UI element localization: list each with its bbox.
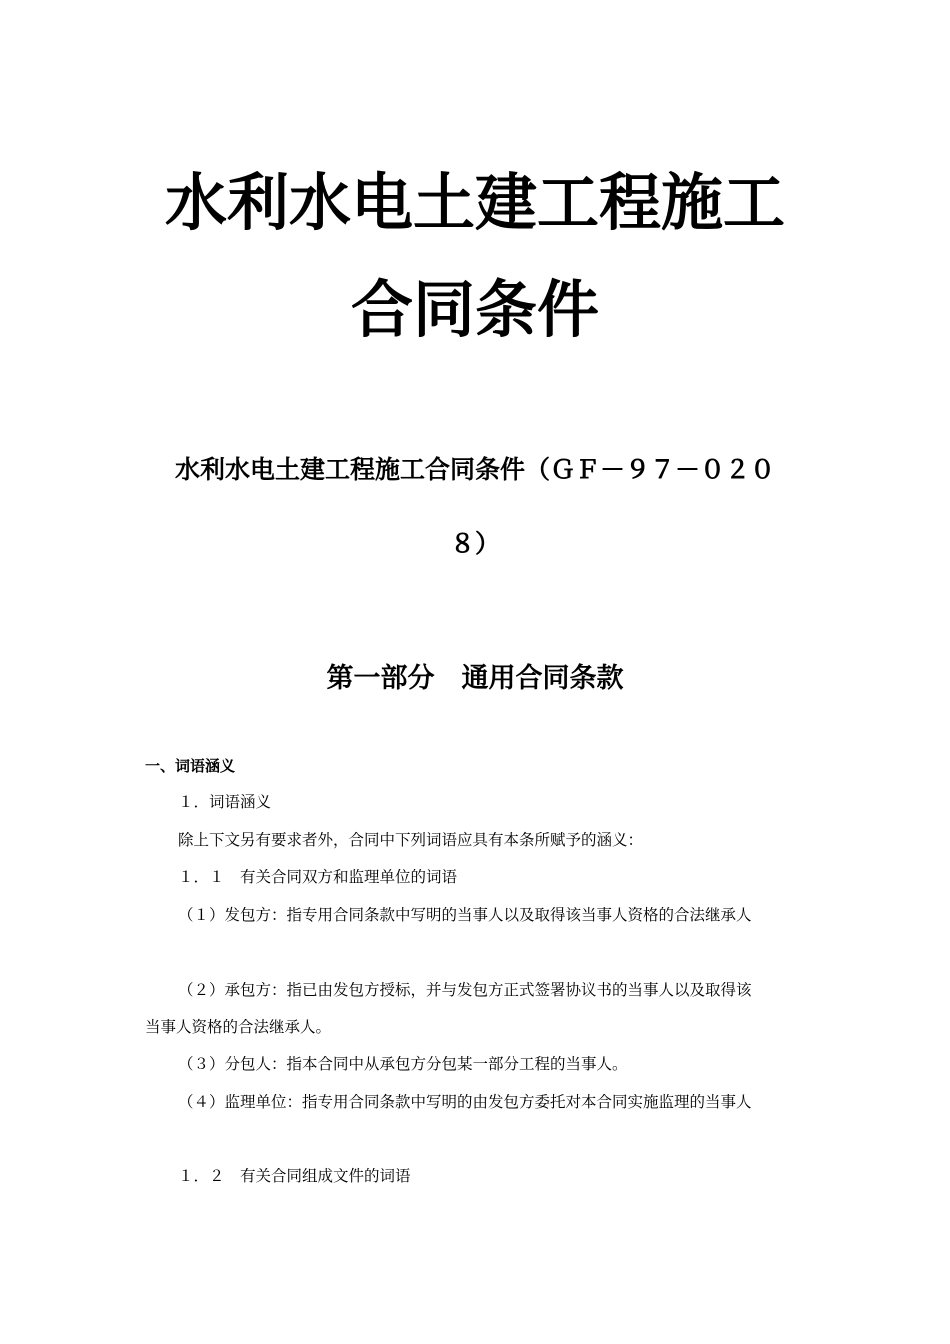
- clause-1-1-heading: １．１ 有关合同双方和监理单位的词语: [178, 868, 458, 886]
- definition-employer: （１）发包方：指专用合同条款中写明的当事人以及取得该当事人资格的合法继承人: [178, 906, 752, 924]
- part-heading: 第一部分 通用合同条款: [326, 663, 624, 694]
- definition-supervisor: （４）监理单位：指专用合同条款中写明的由发包方委托对本合同实施监理的当事人: [178, 1093, 752, 1111]
- document-title-line-1: 水利水电土建工程施工: [164, 166, 785, 239]
- clause-1-intro: 除上下文另有要求者外，合同中下列词语应具有本条所赋予的涵义：: [178, 831, 644, 849]
- definition-contractor-line-1: （２）承包方：指已由发包方授标，并与发包方正式签署协议书的当事人以及取得该: [178, 981, 752, 999]
- section-heading: 一、词语涵义: [145, 757, 236, 775]
- document-subtitle-line-2: ８）: [449, 529, 500, 558]
- clause-1-heading: １．词语涵义: [178, 793, 272, 811]
- clause-1-2-heading: １．２ 有关合同组成文件的词语: [178, 1167, 411, 1185]
- definition-contractor-line-2: 当事人资格的合法继承人。: [145, 1018, 332, 1036]
- document-subtitle-line-1: 水利水电土建工程施工合同条件（ＧＦ－９７－０２０: [174, 455, 775, 484]
- document-title-line-2: 合同条件: [350, 273, 599, 346]
- definition-subcontractor: （３）分包人：指本合同中从承包方分包某一部分工程的当事人。: [178, 1055, 628, 1073]
